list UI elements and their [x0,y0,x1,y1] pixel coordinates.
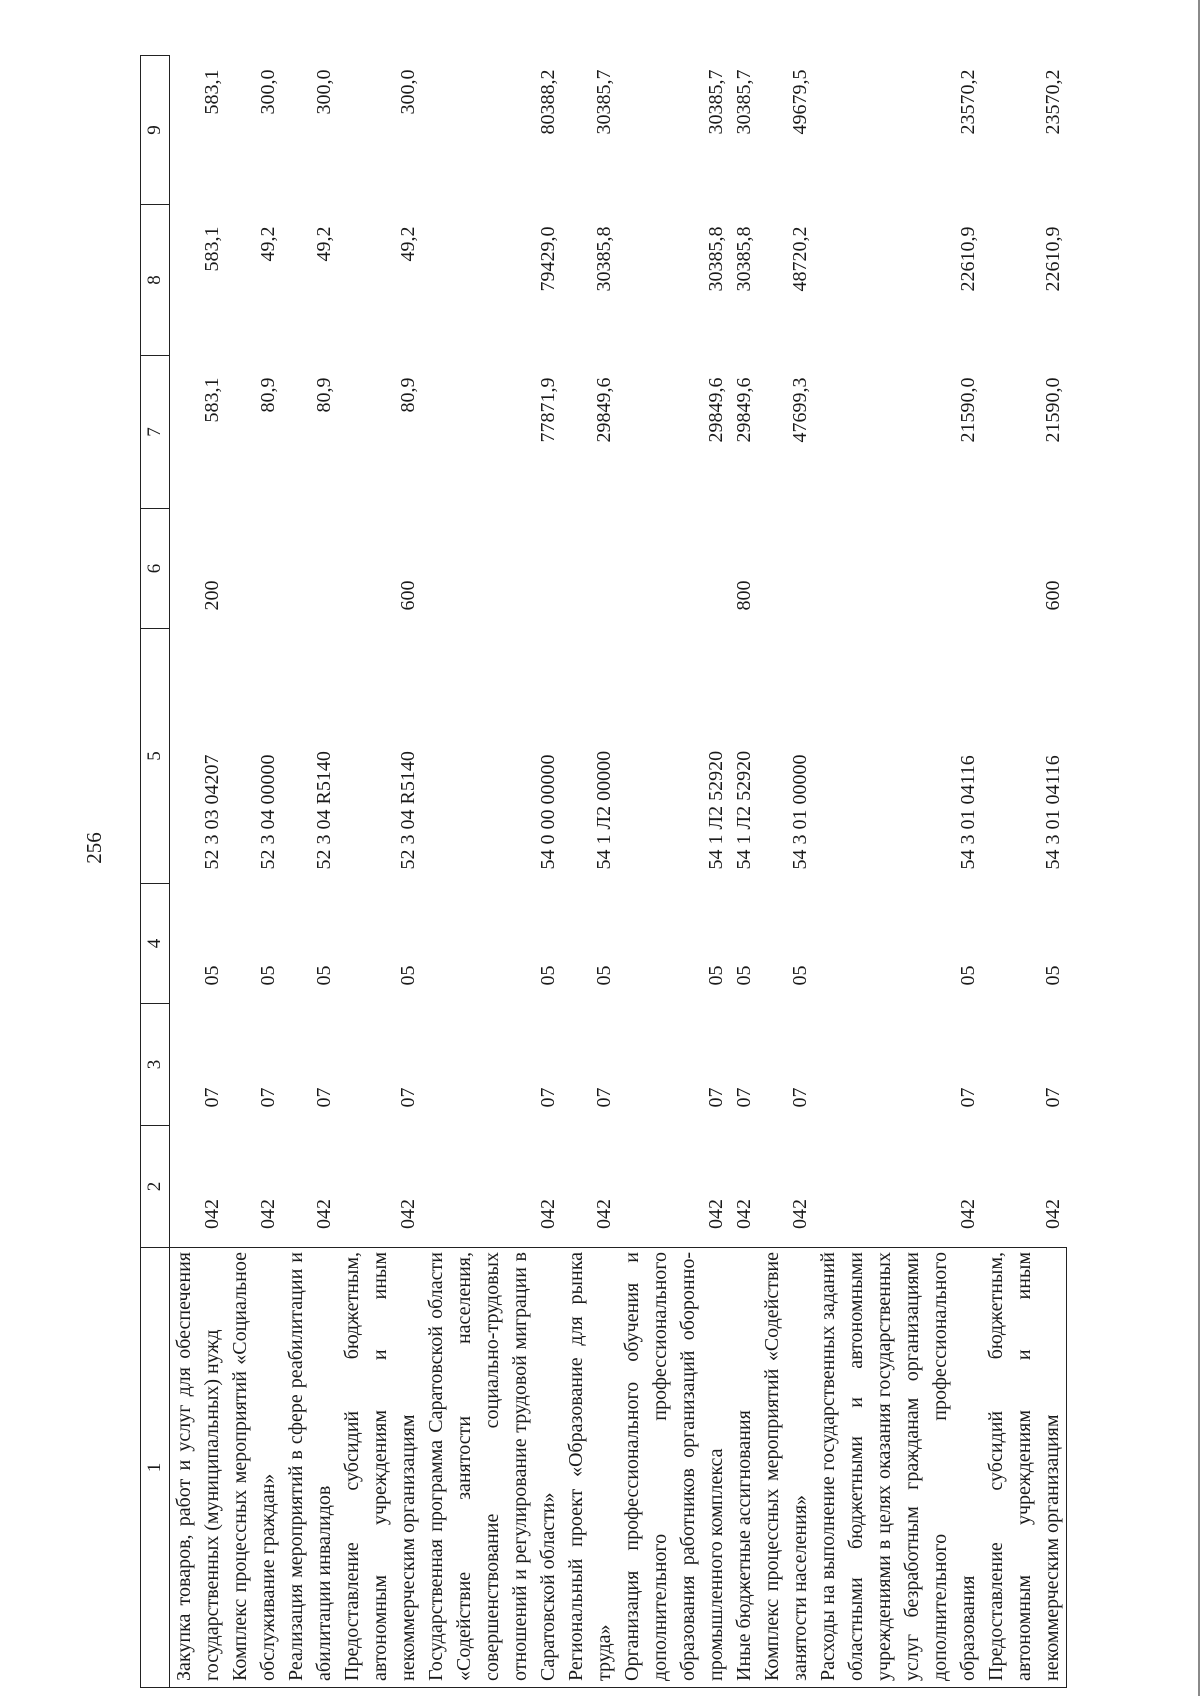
cell-amount-col9: 300,0 [257,69,279,115]
cell-amount-col8: 49,2 [313,226,335,262]
cell-amount-col7: 29849,6 [705,377,727,443]
cell-ministry-code: 042 [1041,1199,1064,1229]
table-row [282,56,338,1688]
cell-amount-col9: 300,0 [397,69,419,115]
row-name: Предоставление субсидий бюджетным, автономным учреждениям и иным некоммерческим организациям [338,1248,422,1688]
cell-expense-type [562,509,618,629]
cell-section: 07 [705,1087,727,1108]
cell-subsection: 05 [957,965,979,986]
row-name: Реализация мероприятий в сфере реабилитации и абилитации инвалидов [282,1248,338,1688]
table-row [562,56,618,1688]
table-row [814,56,982,1688]
cell-target-article: 54 3 01 04116 [957,755,979,870]
row-name: Комплекс процессных мероприятий «Социальное обслуживание граждан» [226,1248,282,1688]
cell-section: 07 [537,1087,559,1108]
cell-amount-col9: 30385,7 [593,69,615,135]
row-name: Предоставление субсидий бюджетным, автономным учреждениям и иным некоммерческим организациям [982,1248,1067,1688]
cell-target-article: 52 3 04 R5140 [313,751,335,870]
header-col-4: 4 [141,884,170,1004]
cell-amount-col7: 80,9 [313,377,335,413]
cell-ministry-code: 042 [733,1199,755,1229]
cell-amount-col9: 583,1 [201,69,223,115]
cell-expense-type [758,509,814,629]
header-col-2: 2 [141,1126,170,1248]
cell-target-article: 52 3 04 00000 [257,754,279,870]
cell-subsection: 05 [201,965,223,986]
cell-amount-col7: 21590,0 [1041,377,1064,443]
cell-subsection: 05 [257,965,279,986]
cell-amount-col9: 300,0 [313,69,335,115]
cell-amount-col9: 23570,2 [1041,69,1064,135]
header-col-7: 7 [141,356,170,509]
cell-amount-col9: 30385,7 [733,69,755,135]
cell-amount-col8: 49,2 [397,226,419,262]
header-col-8: 8 [141,205,170,356]
cell-section: 07 [397,1087,419,1108]
table-row [170,56,227,1688]
budget-table [140,55,1067,1688]
cell-amount-col8: 583,1 [201,226,223,272]
table-body [170,56,1067,1688]
cell-amount-col7: 29849,6 [593,377,615,443]
row-name: Комплекс процессных мероприятий «Содействие занятости населения» [758,1248,814,1688]
table-row [758,56,814,1688]
header-col-5: 5 [141,629,170,884]
cell-amount-col7: 77871,9 [537,377,559,443]
cell-expense-type: 600 [397,580,419,611]
cell-amount-col8: 30385,8 [705,226,727,292]
cell-section: 07 [593,1087,615,1108]
row-name: Иные бюджетные ассигнования [730,1248,758,1688]
cell-amount-col8: 30385,8 [593,226,615,292]
header-col-1: 1 [141,1248,170,1688]
cell-expense-type: 800 [733,580,755,611]
cell-ministry-code: 042 [593,1199,615,1229]
cell-subsection: 05 [789,965,811,986]
cell-amount-col8: 79429,0 [537,226,559,292]
cell-subsection: 05 [705,965,727,986]
cell-expense-type: 600 [1041,580,1064,611]
table-row [226,56,282,1688]
cell-amount-col9: 80388,2 [537,69,559,135]
cell-amount-col7: 80,9 [257,377,279,413]
cell-section: 07 [789,1087,811,1108]
cell-section: 07 [313,1087,335,1108]
cell-section: 07 [257,1087,279,1108]
cell-section: 07 [733,1087,755,1108]
cell-expense-type [814,509,982,629]
header-col-9: 9 [141,56,170,205]
cell-amount-col8: 22610,9 [1041,226,1064,292]
cell-subsection: 05 [537,965,559,986]
row-name: Государственная программа Саратовской области «Содействие занятости населения, совершенствование социально-трудовых отношений и регулирование трудовой миграции в Саратовской области» [422,1248,562,1688]
cell-expense-type [226,509,282,629]
header-col-6: 6 [141,509,170,629]
cell-amount-col7: 80,9 [397,377,419,413]
cell-expense-type [618,509,730,629]
table-row [982,56,1067,1688]
cell-subsection: 05 [397,965,419,986]
cell-subsection: 05 [733,965,755,986]
cell-target-article: 52 3 04 R5140 [397,751,419,870]
cell-section: 07 [201,1087,223,1108]
cell-target-article: 54 0 00 00000 [537,754,559,870]
table-header [141,56,170,1688]
cell-ministry-code: 042 [705,1199,727,1229]
cell-target-article: 54 1 Л2 00000 [593,750,615,870]
row-name: Организация профессионального обучения и дополнительного профессионального образования работников организаций оборонно-промышленного комплекса [618,1248,730,1688]
cell-target-article: 54 3 01 00000 [789,754,811,870]
cell-amount-col9: 23570,2 [957,69,979,135]
cell-section: 07 [1041,1087,1064,1108]
table-row [338,56,422,1688]
table-row [618,56,730,1688]
cell-expense-type [282,509,338,629]
page-number: 256 [82,832,106,864]
cell-ministry-code: 042 [537,1199,559,1229]
cell-amount-col7: 29849,6 [733,377,755,443]
cell-ministry-code: 042 [397,1199,419,1229]
cell-subsection: 05 [593,965,615,986]
cell-ministry-code: 042 [789,1199,811,1229]
cell-amount-col9: 49679,5 [789,69,811,135]
cell-section: 07 [957,1087,979,1108]
cell-ministry-code: 042 [257,1199,279,1229]
row-name: Региональный проект «Образование для рынка труда» [562,1248,618,1688]
header-row [141,56,170,1688]
cell-amount-col8: 30385,8 [733,226,755,292]
cell-amount-col7: 21590,0 [957,377,979,443]
cell-ministry-code: 042 [201,1199,223,1229]
cell-expense-type [422,509,562,629]
table-row [730,56,758,1688]
cell-subsection: 05 [313,965,335,986]
cell-subsection: 05 [1041,965,1064,986]
cell-ministry-code: 042 [313,1199,335,1229]
cell-amount-col8: 48720,2 [789,226,811,292]
cell-target-article: 52 3 03 04207 [201,754,223,870]
cell-ministry-code: 042 [957,1199,979,1229]
cell-target-article: 54 1 Л2 52920 [733,750,755,870]
cell-target-article: 54 1 Л2 52920 [705,750,727,870]
header-col-3: 3 [141,1004,170,1126]
cell-amount-col8: 22610,9 [957,226,979,292]
cell-amount-col7: 583,1 [201,377,223,423]
cell-target-article: 54 3 01 04116 [1041,755,1064,870]
cell-amount-col9: 30385,7 [705,69,727,135]
table-row [422,56,562,1688]
row-name: Расходы на выполнение государственных заданий областными бюджетными и автономными учреждениями в целях оказания государственных услуг безработным гражданам организациями дополнительного профессионального образования [814,1248,982,1688]
row-name: Закупка товаров, работ и услуг для обеспечения государственных (муниципальных) нужд [170,1248,227,1688]
cell-expense-type: 200 [201,580,223,611]
cell-amount-col7: 47699,3 [789,377,811,443]
cell-amount-col8: 49,2 [257,226,279,262]
